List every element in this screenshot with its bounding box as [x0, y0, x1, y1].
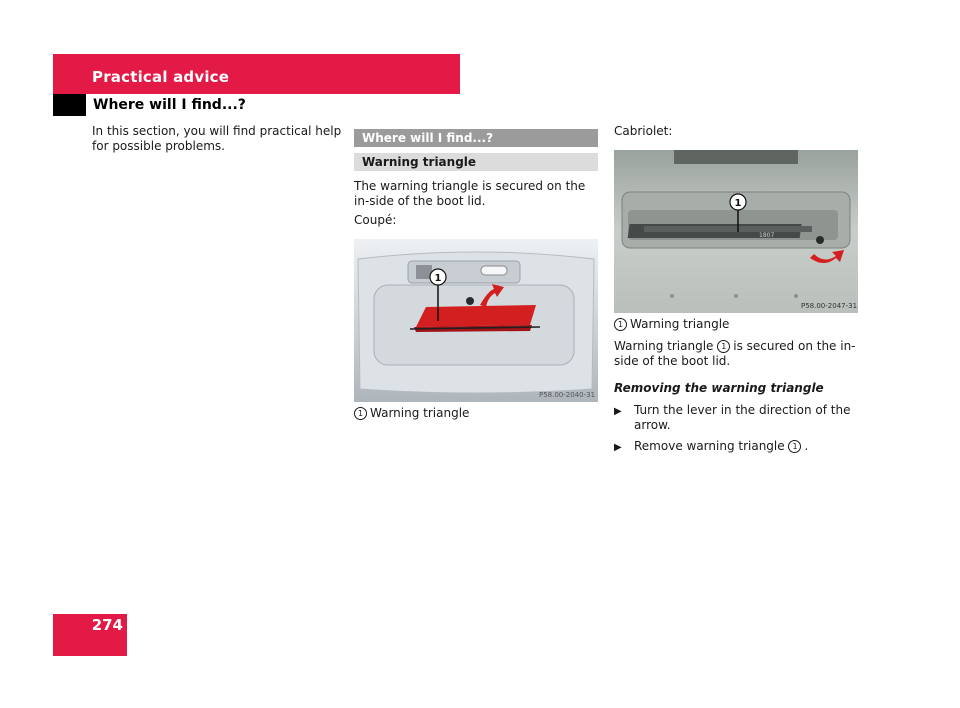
coupe-label: Coupé: [354, 213, 397, 227]
cabriolet-callout-number: 1 [734, 198, 742, 209]
section-marker [53, 94, 86, 116]
svg-text:1807: 1807 [759, 232, 775, 239]
coupe-caption: 1 Warning triangle [354, 406, 469, 421]
instruction-step: ▶ Turn the lever in the direction of the arrow. [614, 403, 851, 432]
page-number: 274 [91, 616, 123, 634]
instruction-step: ▶ Remove warning triangle 1 . [614, 439, 809, 453]
bullet-arrow-icon: ▶ [614, 442, 622, 453]
callout-number: 1 [788, 440, 801, 453]
bullet-arrow-icon: ▶ [614, 406, 622, 417]
subsection-heading: Warning triangle [362, 155, 477, 169]
coupe-callout-number: 1 [434, 273, 442, 284]
warning-triangle-description: The warning triangle is secured on the in-side of the boot lid. [354, 179, 586, 208]
cabriolet-image-code: P58.00-2047-31 [801, 302, 858, 310]
page-title: Where will I find...? [93, 97, 246, 113]
coupe-image-code: P58.00-2040-31 [539, 391, 596, 399]
section-heading: Where will I find...? [362, 131, 494, 145]
cabriolet-description: Warning triangle 1 is secured on the in-side of the boot lid. [614, 339, 856, 368]
callout-number: 1 [354, 407, 367, 420]
intro-text: In this section, you will find practical help for possible problems. [92, 124, 342, 153]
cabriolet-caption: 1 Warning triangle [614, 317, 729, 332]
cabriolet-boot-lid-illustration [614, 150, 858, 313]
callout-number: 1 [614, 318, 627, 331]
callout-number: 1 [717, 340, 730, 353]
removing-heading: Removing the warning triangle [614, 381, 824, 395]
chapter-title: Practical advice [92, 68, 230, 86]
coupe-boot-lid-illustration [354, 239, 598, 402]
cabriolet-label: Cabriolet: [614, 124, 673, 138]
